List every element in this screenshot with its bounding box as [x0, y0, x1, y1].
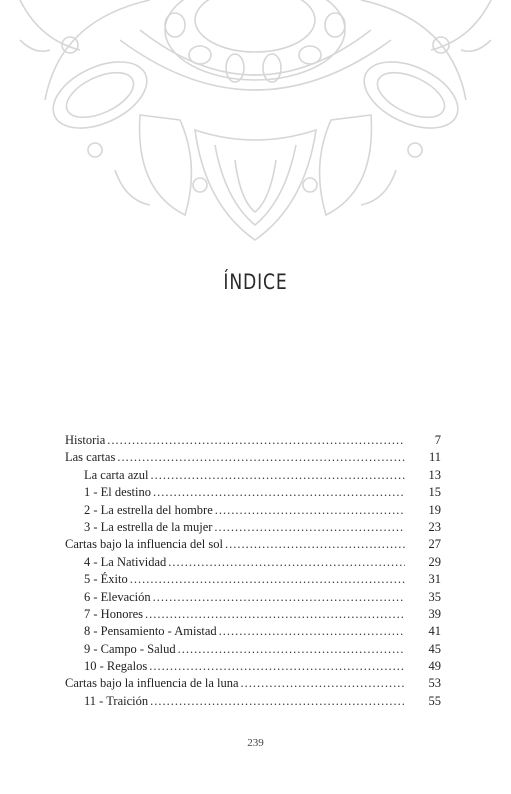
toc-leader-dots — [150, 694, 405, 709]
toc-leader-dots — [130, 572, 405, 587]
toc-leader-dots — [225, 537, 405, 552]
toc-entry-label: 1 - El destino — [84, 485, 152, 500]
toc-entry-label: 5 - Éxito — [84, 572, 128, 587]
toc-entry — [65, 694, 441, 711]
toc-entry-page: 39 — [428, 606, 441, 621]
toc-entry-page: 41 — [428, 624, 441, 639]
toc-entry-label: 8 - Pensamiento - Amistad — [84, 624, 217, 639]
toc-entry — [65, 555, 441, 572]
toc-entry — [65, 450, 441, 467]
toc-entry-page: 31 — [428, 572, 441, 587]
toc-entry-page: 11 — [428, 450, 441, 465]
toc-entry-page: 13 — [428, 467, 441, 482]
toc-entry-page: 15 — [428, 485, 441, 500]
toc-leader-dots — [153, 590, 405, 605]
toc-leader-dots — [117, 450, 405, 465]
toc-entry-label: 6 - Elevación — [84, 589, 151, 604]
toc-entry — [65, 433, 441, 450]
toc-entry-label: Cartas bajo la influencia de la luna — [65, 676, 239, 691]
toc-leader-dots — [241, 676, 405, 691]
toc-entry-label: 4 - La Natividad — [84, 554, 167, 569]
toc-entry — [65, 642, 441, 659]
toc-entry-label: 3 - La estrella de la mujer — [84, 519, 213, 534]
toc-entry — [65, 624, 441, 641]
toc-entry — [65, 520, 441, 537]
toc-leader-dots — [178, 642, 405, 657]
toc-entry-label: 7 - Honores — [84, 606, 144, 621]
toc-entry-page: 7 — [434, 433, 441, 447]
mandala-ornament — [0, 0, 511, 250]
toc-entry — [65, 468, 441, 485]
toc-entry — [65, 590, 441, 607]
toc-entry-page: 27 — [428, 537, 441, 552]
toc-leader-dots — [107, 433, 405, 448]
toc-entry-page: 29 — [428, 554, 441, 569]
toc-entry — [65, 485, 441, 502]
toc-entry — [65, 503, 441, 520]
toc-leader-dots — [145, 607, 405, 622]
toc-leader-dots — [215, 503, 405, 518]
toc-entry-page: 55 — [428, 693, 441, 708]
toc-entry-page: 49 — [428, 659, 441, 674]
page-number: 239 — [247, 737, 264, 749]
toc-entry-label: Cartas bajo la influencia del sol — [65, 537, 223, 552]
toc-leader-dots — [219, 624, 405, 639]
toc-entry-page: 23 — [428, 519, 441, 534]
toc-leader-dots — [168, 555, 405, 570]
toc-entry-label: 9 - Campo - Salud — [84, 641, 176, 656]
table-of-contents — [65, 433, 441, 711]
toc-entry — [65, 676, 441, 693]
toc-entry-page: 45 — [428, 641, 441, 656]
toc-entry-page: 53 — [428, 676, 441, 691]
toc-entry — [65, 607, 441, 624]
toc-entry-label: Las cartas — [65, 450, 116, 465]
toc-entry — [65, 659, 441, 676]
toc-entry — [65, 537, 441, 554]
toc-leader-dots — [151, 468, 405, 483]
toc-entry-label: 11 - Traición — [84, 693, 149, 708]
toc-leader-dots — [153, 485, 405, 500]
toc-entry-label: La carta azul — [84, 467, 149, 482]
toc-entry — [65, 572, 441, 589]
toc-entry-page: 35 — [428, 589, 441, 604]
toc-entry-label: Historia — [65, 433, 106, 447]
toc-entry-label: 2 - La estrella del hombre — [84, 502, 213, 517]
toc-leader-dots — [214, 520, 405, 535]
toc-leader-dots — [149, 659, 405, 674]
toc-entry-label: 10 - Regalos — [84, 659, 148, 674]
page-title: ÍNDICE — [223, 270, 288, 294]
toc-entry-page: 19 — [428, 502, 441, 517]
